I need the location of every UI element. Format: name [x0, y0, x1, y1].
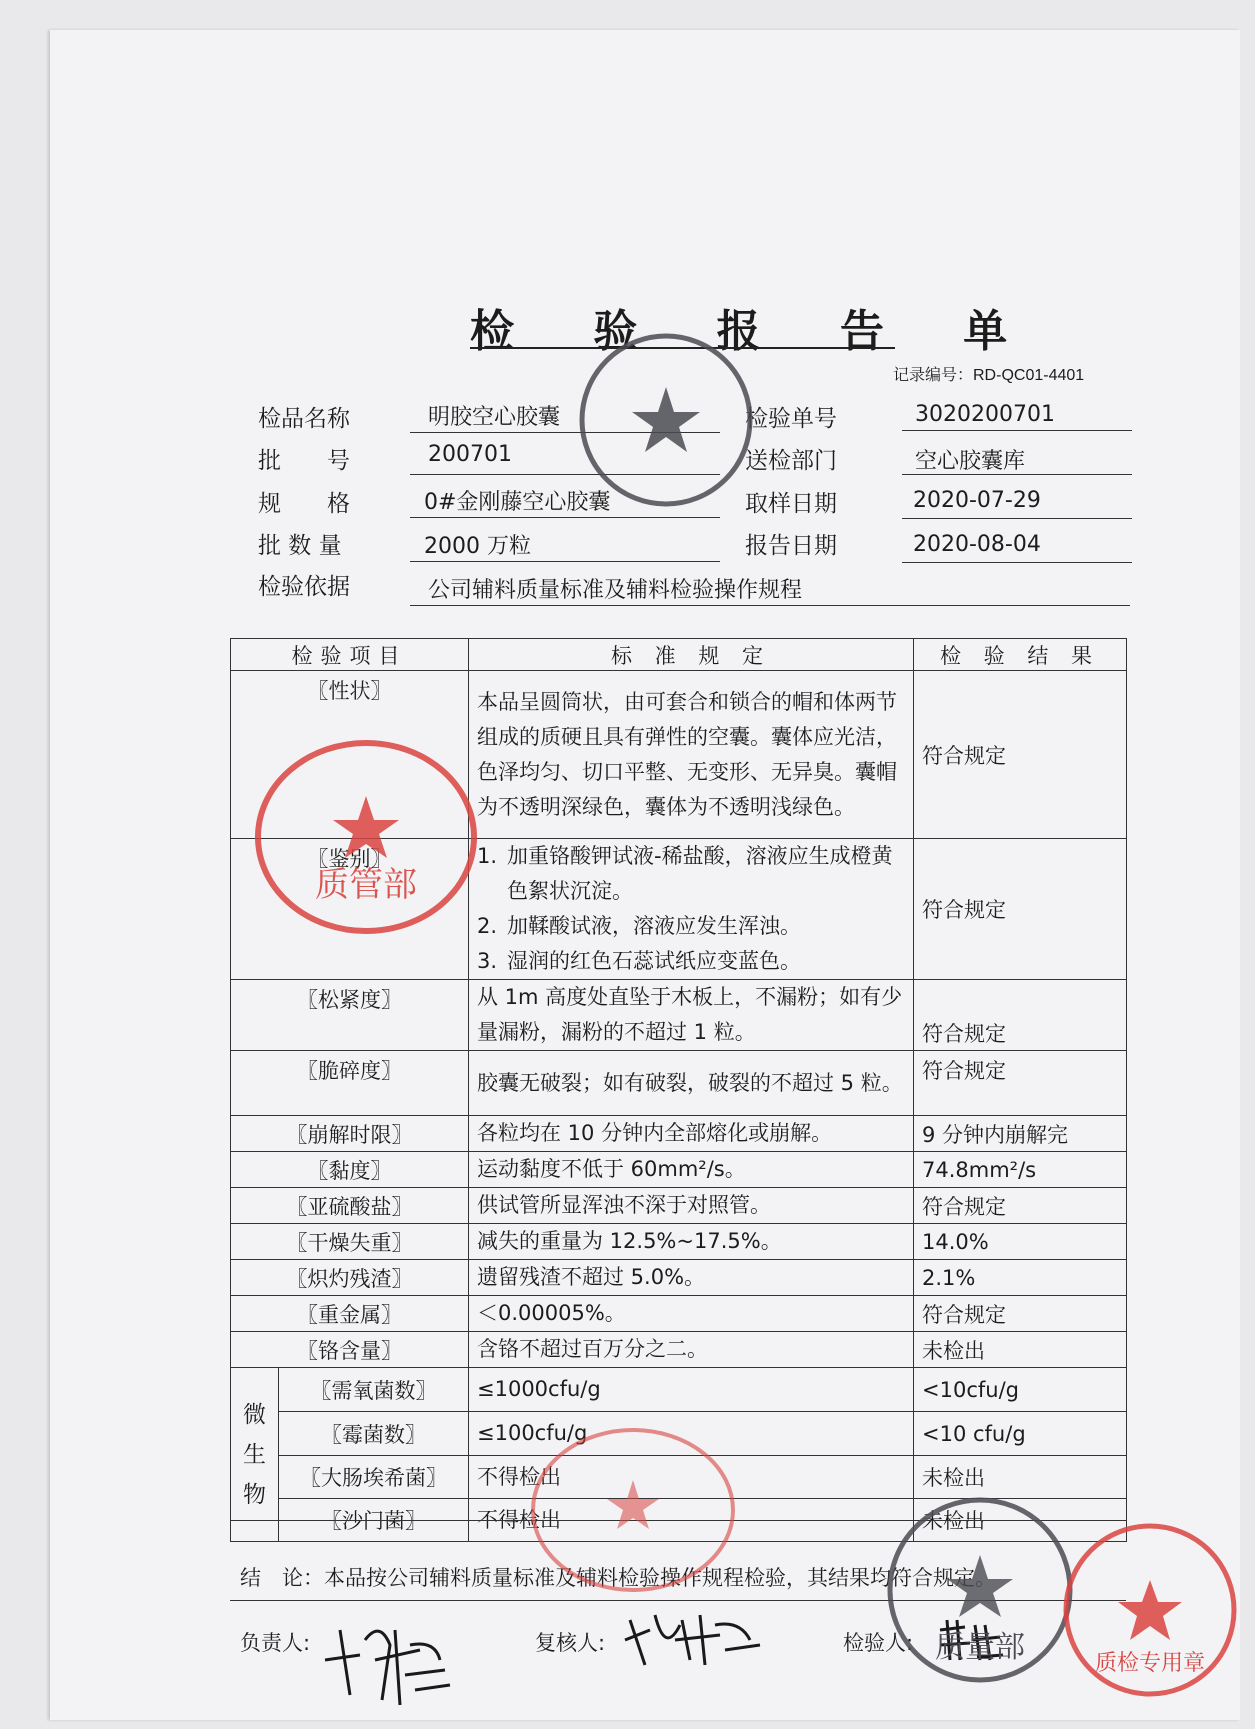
row-item: 〖霉菌数〗: [279, 1412, 469, 1456]
dept-label: 送检部门: [745, 448, 837, 474]
row-item: 〖重金属〗: [231, 1296, 469, 1332]
row-standard: 遗留残渣不超过 5.0%。: [469, 1260, 914, 1296]
list-text: 湿润的红色石蕊试纸应变蓝色。: [507, 949, 801, 973]
table-row: [231, 1188, 1127, 1224]
quantity-value: 2000 万粒: [424, 534, 531, 559]
batch-value: 200701: [428, 442, 512, 467]
table-row: [231, 980, 1127, 1051]
row-item: 〖铬含量〗: [231, 1332, 469, 1368]
qc-seal-stamp: [1060, 1520, 1240, 1700]
row-item: 〖黏度〗: [231, 1152, 469, 1188]
spec-label: 规 格: [258, 491, 350, 517]
row-result: 2.1%: [914, 1260, 1127, 1296]
table-row: [231, 1260, 1127, 1296]
row-standard: 胶囊无破裂；如有破裂，破裂的不超过 5 粒。: [469, 1051, 914, 1116]
seal-sub-text: 质管部: [315, 865, 417, 905]
row-item: 〖干燥失重〗: [231, 1224, 469, 1260]
field-underline: [410, 605, 1130, 606]
row-standard: 供试管所显浑浊不深于对照管。: [469, 1188, 914, 1224]
table-row: [231, 1296, 1127, 1332]
row-item: 〖需氧菌数〗: [279, 1368, 469, 1412]
row-item: 〖沙门菌〗: [279, 1499, 469, 1542]
table-row: [231, 1224, 1127, 1260]
list-number: 2.: [477, 914, 498, 938]
row-result: 符合规定: [914, 671, 1127, 839]
table-row-micro: [231, 1368, 1127, 1412]
row-standard: 各粒均在 10 分钟内全部熔化或崩解。: [469, 1116, 914, 1152]
inspection-seal-stamp: [578, 332, 754, 508]
row-result: 符合规定: [914, 1188, 1127, 1224]
list-number: 3.: [477, 949, 498, 973]
row-standard: 不得检出: [469, 1456, 914, 1499]
row-result: 符合规定: [914, 1296, 1127, 1332]
table-row: [231, 1051, 1127, 1116]
row-result: 14.0%: [914, 1224, 1127, 1260]
report-date-value: 2020-08-04: [913, 532, 1041, 557]
conclusion-text: 结 论：本品按公司辅料质量标准及辅料检验操作规程检验，其结果均符合规定。: [240, 1566, 996, 1590]
sample-date-label: 取样日期: [745, 491, 837, 517]
row-result: <10cfu/g: [914, 1368, 1127, 1412]
document-title: 检 验 报 告 单: [470, 306, 1040, 357]
row-standard: 不得检出: [469, 1499, 914, 1542]
dept-value: 空心胶囊库: [915, 449, 1026, 474]
row-result: 符合规定: [914, 980, 1127, 1051]
seal-sub-text: 质量部: [935, 1630, 1025, 1665]
row-item: 〖炽灼残渣〗: [231, 1260, 469, 1296]
inspector-label: 检验人:: [843, 1631, 914, 1655]
list-number: 1.: [477, 844, 498, 868]
reviewer-label: 复核人:: [535, 1631, 606, 1655]
row-standard: ≤1000cfu/g: [469, 1368, 914, 1412]
field-underline: [902, 430, 1132, 431]
table-header-row: [231, 639, 1127, 671]
row-item: 〖脆碎度〗: [231, 1051, 469, 1116]
row-result: 9 分钟内崩解完: [914, 1116, 1127, 1152]
row-result: 符合规定: [914, 1051, 1127, 1116]
table-row: [231, 1152, 1127, 1188]
field-underline: [410, 561, 720, 562]
responsible-label: 负责人:: [240, 1631, 311, 1655]
field-underline: [902, 474, 1132, 475]
row-standard: ＜0.00005%。: [469, 1296, 914, 1332]
row-item: 〖亚硫酸盐〗: [231, 1188, 469, 1224]
report-date-label: 报告日期: [745, 533, 837, 559]
field-underline: [902, 518, 1132, 519]
sample-date-value: 2020-07-29: [913, 488, 1041, 513]
list-text: 加鞣酸试液，溶液应发生浑浊。: [507, 914, 801, 938]
spec-value: 0#金刚藤空心胶囊: [424, 490, 611, 515]
responsible-signature: [320, 1600, 460, 1710]
quantity-label: 批 数 量: [258, 533, 342, 559]
row-result: 未检出: [914, 1332, 1127, 1368]
header-result: 检 验 结 果: [914, 639, 1127, 671]
field-underline: [902, 562, 1132, 563]
table-row: [231, 1116, 1127, 1152]
row-result: <10 cfu/g: [914, 1412, 1127, 1456]
qa-dept-seal-stamp: [253, 738, 479, 936]
product-name-value: 明胶空心胶囊: [428, 405, 561, 430]
quality-dept-seal-stamp: [885, 1495, 1075, 1685]
basis-label: 检验依据: [258, 574, 350, 600]
seal-sub-text: 质检专用章: [1094, 1651, 1206, 1676]
header-standard: 标 准 规 定: [469, 639, 914, 671]
row-standard-list: [469, 839, 914, 980]
micro-label-text: 微生物: [243, 1401, 266, 1508]
field-underline: [410, 517, 720, 518]
basis-value: 公司辅料质量标准及辅料检验操作规程: [428, 578, 803, 603]
list-text: 加重铬酸钾试液-稀盐酸，溶液应生成橙黄色絮状沉淀。: [507, 844, 893, 903]
row-result: 未检出: [914, 1499, 1127, 1542]
row-item: 〖松紧度〗: [231, 980, 469, 1051]
report-no-value: 3020200701: [915, 402, 1055, 427]
row-result: 74.8mm²/s: [914, 1152, 1127, 1188]
batch-label: 批 号: [258, 448, 350, 474]
row-item: 〖大肠埃希菌〗: [279, 1456, 469, 1499]
row-item: 〖性状〗: [231, 671, 469, 839]
row-item: 〖崩解时限〗: [231, 1116, 469, 1152]
row-standard: 从 1m 高度处直坠于木板上，不漏粉；如有少量漏粉，漏粉的不超过 1 粒。: [469, 980, 914, 1051]
table-row: [231, 1332, 1127, 1368]
trade-company-seal-stamp: [528, 1425, 738, 1595]
record-number: 记录编号：RD-QC01-4401: [893, 367, 1085, 384]
report-no-label: 检验单号: [745, 406, 837, 432]
micro-group-label: [231, 1368, 279, 1542]
row-standard: ≤100cfu/g: [469, 1412, 914, 1456]
product-name-label: 检品名称: [258, 406, 350, 432]
row-standard: 运动黏度不低于 60mm²/s。: [469, 1152, 914, 1188]
row-standard: 本品呈圆筒状，由可套合和锁合的帽和体两节组成的质硬且具有弹性的空囊。囊体应光洁，色泽均匀、切口平整、无变形、无异臭。囊帽为不透明深绿色，囊体为不透明浅绿色。: [469, 671, 914, 839]
row-result: 符合规定: [914, 839, 1127, 980]
row-item: 〖鉴别〗: [231, 839, 469, 980]
row-standard: 减失的重量为 12.5%~17.5%。: [469, 1224, 914, 1260]
header-item: 检验项目: [231, 639, 469, 671]
row-standard: 含铬不超过百万分之二。: [469, 1332, 914, 1368]
reviewer-signature: [620, 1605, 770, 1675]
row-result: 未检出: [914, 1456, 1127, 1499]
